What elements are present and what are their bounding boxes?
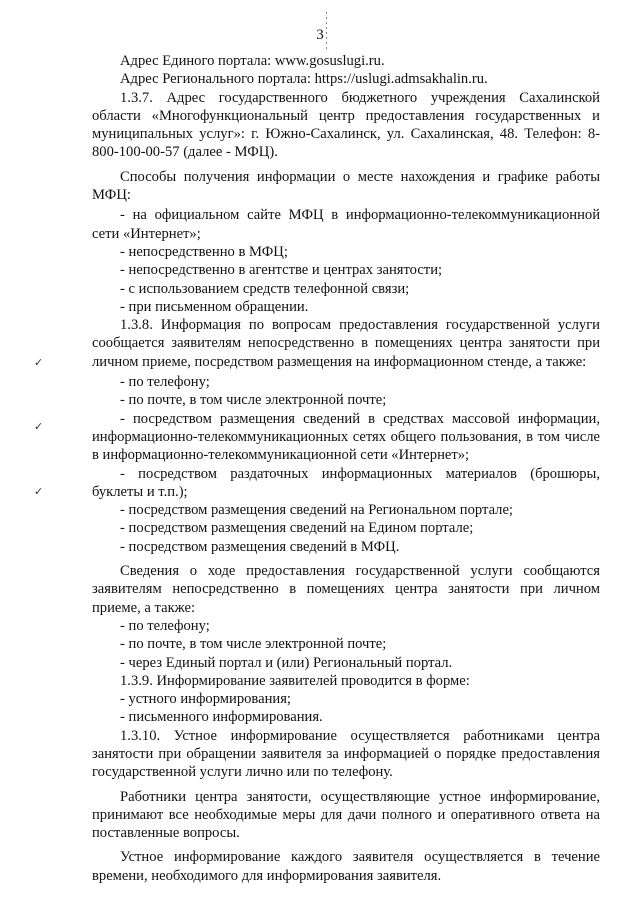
list-item: - непосредственно в агентстве и центрах занятости;	[120, 262, 443, 279]
list-item: - с использованием средств телефонной связи;	[120, 280, 410, 297]
page-number: 3	[316, 27, 324, 43]
paragraph: 1.3.8. Информация по вопросам предоставления государственной услуги сообщается заявителям непосредственно в помещениях центра занятости при личном приеме, посредством размещения на информационном стенде, а также:	[92, 317, 600, 370]
paragraph: 1.3.9. Информирование заявителей проводится в форме:	[120, 672, 470, 689]
list-item: - через Единый портал и (или) Региональный портал.	[120, 654, 453, 671]
list-item: - письменного информирования.	[120, 709, 323, 726]
list-item: - непосредственно в МФЦ;	[120, 243, 288, 260]
list-item: - на официальном сайте МФЦ в информационно-телекоммуникационной сети «Интернет»;	[92, 207, 600, 242]
margin-tick-icon: ✓	[34, 486, 44, 498]
paragraph: Сведения о ходе предоставления государственной услуги сообщаются заявителям непосредственно в помещениях центра занятости при личном приеме, а также:	[92, 563, 600, 616]
margin-tick-icon: ✓	[34, 421, 44, 433]
paragraph: 1.3.10. Устное информирование осуществляется работниками центра занятости при обращении заявителя за информацией о порядке предоставления государственной услуги лично или по телефону.	[92, 727, 600, 781]
paragraph: Адрес Единого портала: www.gosuslugi.ru.	[120, 53, 385, 69]
list-item: - по почте, в том числе электронной почте;	[120, 636, 387, 653]
list-item: - посредством размещения сведений на Региональном портале;	[120, 502, 513, 519]
list-item: - посредством размещения сведений на Едином портале;	[120, 520, 474, 537]
margin-tick-icon: ✓	[34, 357, 44, 369]
list-item: - при письменном обращении.	[120, 298, 309, 315]
paragraph: Способы получения информации о месте нахождения и графике работы МФЦ:	[92, 168, 600, 204]
paragraph: Адрес Регионального портала: https://uslugi.admsakhalin.ru.	[120, 71, 488, 88]
list-item: - посредством раздаточных информационных материалов (брошюры, буклеты и т.п.);	[92, 465, 600, 500]
paragraph: Работники центра занятости, осуществляющие устное информирование, принимают все необходимые меры для дачи полного и оперативного ответа на поставленные вопросы.	[92, 788, 600, 842]
paragraph: Устное информирование каждого заявителя осуществляется в течение времени, необходимого для информирования заявителя.	[92, 849, 600, 884]
list-item: - посредством размещения сведений в средствах массовой информации, информационно-телекоммуникационных сетях общего пользования, в том числе в информационно-телекоммуникационной сети «Интернет»;	[92, 410, 600, 464]
paragraph: 1.3.7. Адрес государственного бюджетного учреждения Сахалинской области «Многофункциональный центр предоставления государственных и муниципальных услуг»: г. Южно-Сахалинск, ул. Сахалинская, 48. Телефон: 8-800-100-00-57 (далее - МФЦ).	[92, 89, 600, 161]
list-item: - устного информирования;	[120, 691, 291, 708]
list-item: - по телефону;	[120, 374, 210, 391]
document-body	[92, 52, 600, 885]
list-item: - посредством размещения сведений в МФЦ.	[120, 538, 400, 555]
list-item: - по телефону;	[120, 617, 210, 634]
list-item: - по почте, в том числе электронной почте;	[120, 392, 387, 409]
